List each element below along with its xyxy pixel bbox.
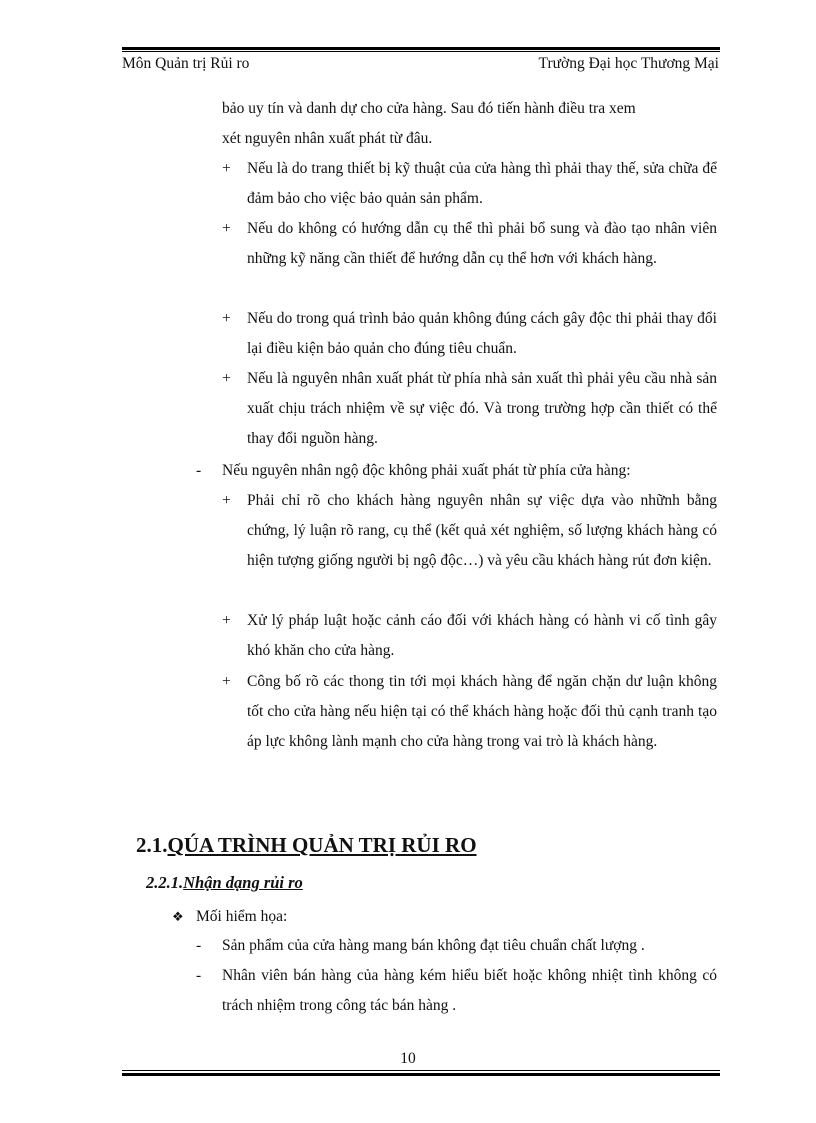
hazard-label: Mối hiểm họa: xyxy=(196,908,288,925)
dash-marker: - xyxy=(196,967,202,984)
list-item xyxy=(222,214,717,274)
subsection-title: Nhận dạng rủi ro xyxy=(183,873,303,892)
dash-item xyxy=(196,931,717,961)
list-item xyxy=(222,667,717,757)
header-course-title: Môn Quản trị Rủi ro xyxy=(122,55,250,72)
list-item-text: Nếu do không có hướng dẫn cụ thể thì phải bổ sung và đào tạo nhân viên những kỹ năng cần thiết để hướng dẫn cụ thể hơn với khách hàng. xyxy=(247,220,717,267)
footer-rule-thin xyxy=(122,1070,720,1071)
section-number: 2.1. xyxy=(136,833,168,857)
section-heading xyxy=(136,833,477,858)
plus-marker: + xyxy=(222,310,231,327)
list-item-text: Công bố rõ các thong tin tới mọi khách hàng để ngăn chặn dư luận không tốt cho cửa hàng nếu hiện tại có thể khách hàng hoặc đối thủ cạnh tranh tạo áp lực không lành mạnh cho cửa hàng trong vai trò là khách hàng. xyxy=(247,673,717,750)
subsection-number: 2.2.1. xyxy=(146,873,184,892)
diamond-bullet-icon: ❖ xyxy=(172,910,184,925)
intro-line-2: xét nguyên nhân xuất phát từ đâu. xyxy=(222,130,433,147)
list-item xyxy=(222,606,717,666)
dash-item xyxy=(196,961,717,1021)
list-item-text: Nếu là do trang thiết bị kỹ thuật của cửa hàng thì phải thay thế, sửa chữa để đảm bảo cho việc bảo quản sản phẩm. xyxy=(247,160,717,207)
list-item-text: Phải chỉ rõ cho khách hàng nguyên nhân sự việc dựa vào nhữnh bằng chứng, lý luận rõ rang, cụ thể (kết quả xét nghiệm, số lượng khách hàng có hiện tượng giống người bị ngộ độc…) và yêu cầu khách hàng rút đơn kiện. xyxy=(247,492,717,569)
list-item xyxy=(222,304,717,364)
section-title: QÚA TRÌNH QUẢN TRỊ RỦI RO xyxy=(167,833,477,857)
dash-item xyxy=(196,456,717,486)
dash-marker: - xyxy=(196,462,202,479)
list-item xyxy=(222,364,717,454)
plus-marker: + xyxy=(222,220,231,237)
list-item-text: Nếu do trong quá trình bảo quản không đúng cách gây độc thi phải thay đổi lại điều kiện bảo quản cho đúng tiêu chuẩn. xyxy=(247,310,717,357)
plus-marker: + xyxy=(222,492,231,509)
header-university: Trường Đại học Thương Mại xyxy=(538,55,719,72)
hazard-heading xyxy=(172,902,287,933)
dash-item-text: Sản phẩm của cửa hàng mang bán không đạt tiêu chuẩn chất lượng . xyxy=(222,937,645,954)
dash-marker: - xyxy=(196,937,202,954)
dash-item-text: Nhân viên bán hàng của hàng kém hiểu biết hoặc không nhiệt tình không có trách nhiệm trong công tác bán hàng . xyxy=(222,967,717,1014)
plus-marker: + xyxy=(222,673,231,690)
plus-marker: + xyxy=(222,160,231,177)
list-item-text: Xử lý pháp luật hoặc cảnh cáo đối với khách hàng có hành vi cố tình gây khó khăn cho cửa hàng. xyxy=(247,612,717,659)
list-item xyxy=(222,486,717,576)
dash-item-text: Nếu nguyên nhân ngộ độc không phải xuất phát từ phía cửa hàng: xyxy=(222,462,631,479)
intro-line-1: bảo uy tín và danh dự cho cửa hàng. Sau đó tiến hành điều tra xem xyxy=(222,100,636,117)
page-number: 10 xyxy=(400,1050,416,1067)
header-rule-thin xyxy=(122,51,720,52)
list-item xyxy=(222,154,717,214)
footer-rule-thick xyxy=(122,1073,720,1076)
list-item-text: Nếu là nguyên nhân xuất phát từ phía nhà sản xuất thì phải yêu cầu nhà sản xuất chịu trách nhiệm về sự việc đó. Và trong trường hợp cần thiết có thể thay đổi nguồn hàng. xyxy=(247,370,717,447)
plus-marker: + xyxy=(222,612,231,629)
header-rule-thick xyxy=(122,47,720,50)
plus-marker: + xyxy=(222,370,231,387)
subsection-heading xyxy=(146,873,303,893)
